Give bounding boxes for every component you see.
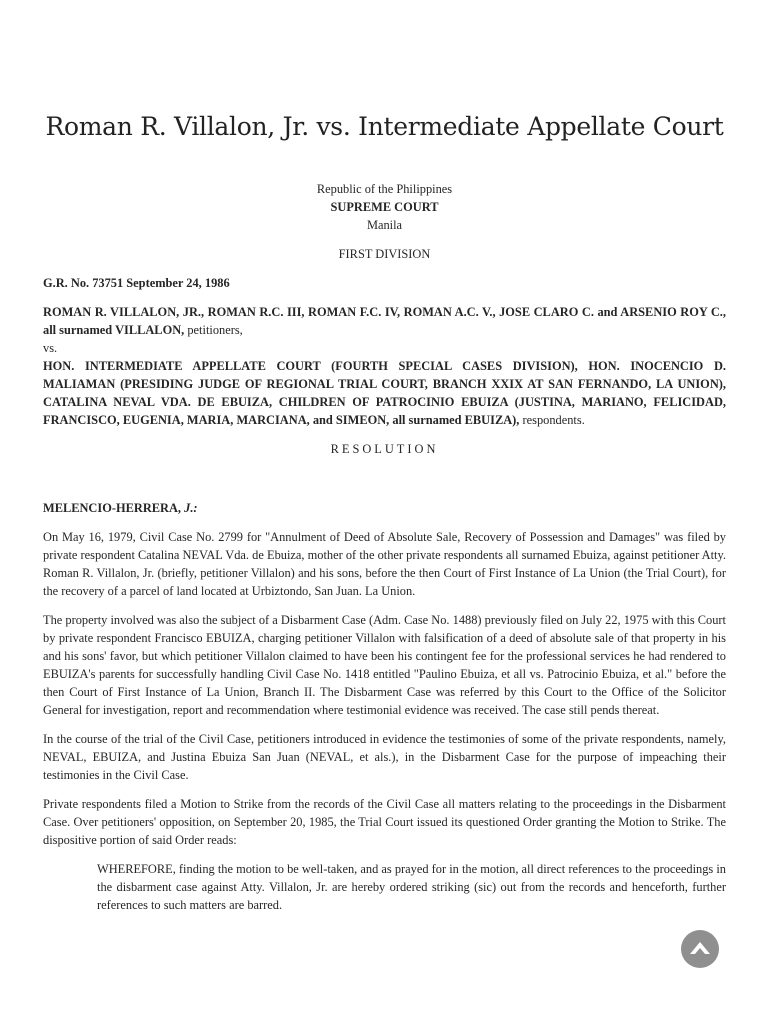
header-manila: Manila bbox=[366, 218, 403, 232]
header-supreme-court: SUPREME COURT bbox=[330, 200, 439, 214]
paragraph: Private respondents filed a Motion to Strike from the records of the Civil Case all matters relating to the proceedings in the Disbarment Case. Over petitioners' opposition, on September 20, 1985, the Trial Court issued its questioned Order granting the Motion to Strike. The dispositive portion of said Order reads: bbox=[43, 797, 726, 847]
petitioners-names: ROMAN R. VILLALON, JR., ROMAN R.C. III, ROMAN F.C. IV, ROMAN A.C. V., JOSE CLARO C. and ARSENIO ROY C., all surnamed VILLALON, bbox=[43, 305, 726, 337]
ponente-title: J.: bbox=[181, 501, 198, 515]
petitioners-label: petitioners, bbox=[184, 323, 243, 337]
header-republic: Republic of the Philippines bbox=[316, 182, 453, 196]
versus-label: vs. bbox=[43, 341, 58, 355]
ponente bbox=[43, 499, 726, 517]
gr-number: G.R. No. 73751 September 24, 1986 bbox=[43, 276, 230, 290]
paragraph: The property involved was also the subject of a Disbarment Case (Adm. Case No. 1488) previously filed on July 22, 1975 with this Court by private respondent Francisco EBUIZA, charging petitioner Villalon with falsification of a deed of absolute sale of that property in his and his sons' favor, but which petitioner Villalon claimed to have been his contingent fee for the professional services he had rendered to EBUIZA's parents for successfully handling Civil Case No. 1418 entitled "Paulino Ebuiza, et all vs. Patrocinio Ebuiza, et al." before the then Court of First Instance of La Union, Branch II. The Disbarment Case was referred by this Court to the Office of the Solicitor General for investigation, report and recommendation where testimonial evidence was received. The case still pends thereat. bbox=[43, 613, 726, 717]
scroll-to-top-button[interactable] bbox=[681, 930, 719, 968]
court-header bbox=[43, 180, 726, 234]
respondents-names: HON. INTERMEDIATE APPELLATE COURT (FOURTH SPECIAL CASES DIVISION), HON. INOCENCIO D. MALIAMAN (PRESIDING JUDGE OF REGIONAL TRIAL COURT, BRANCH XXIX AT SAN FERNANDO, LA UNION), CATALINA NEVAL VDA. DE EBUIZA, CHILDREN OF PATROCINIO EBUIZA (JUSTINA, MARIANO, FELICIDAD, FRANCISCO, EUGENIA, MARIA, MARCIANA, and SIMEON, all surnamed EBUIZA), bbox=[43, 359, 726, 427]
paragraph: On May 16, 1979, Civil Case No. 2799 for "Annulment of Deed of Absolute Sale, Recovery of Possession and Damages" was filed by private respondent Catalina NEVAL Vda. de Ebuiza, mother of the other private respondents all surnamed Ebuiza, against petitioner Atty. Roman R. Villalon, Jr. (briefly, petitioner Villalon) and his sons, before the then Court of First Instance of La Union (the Trial Court), for the recovery of a parcel of land located at Urbiztondo, San Juan. La Union. bbox=[43, 530, 726, 598]
chevron-up-icon bbox=[681, 930, 719, 968]
respondents-label: respondents. bbox=[519, 413, 585, 427]
document-title: Roman R. Villalon, Jr. vs. Intermediate Appellate Court bbox=[45, 112, 724, 141]
petitioners bbox=[43, 303, 726, 339]
document-body bbox=[43, 180, 726, 914]
parties-block bbox=[43, 303, 726, 429]
blockquote-dispositive: WHEREFORE, finding the motion to be well-taken, and as prayed for in the motion, all direct references to the proceedings in the disbarment case against Atty. Villalon, Jr. are hereby ordered striking (sic) out from the records and henceforth, further references to such matters are barred. bbox=[97, 862, 726, 912]
respondents bbox=[43, 357, 726, 429]
division-label: FIRST DIVISION bbox=[338, 247, 431, 261]
ponente-name: MELENCIO-HERRERA, bbox=[43, 501, 182, 515]
resolution-heading: RESOLUTION bbox=[330, 442, 439, 456]
paragraph: In the course of the trial of the Civil Case, petitioners introduced in evidence the testimonies of some of the private respondents, namely, NEVAL, EBUIZA, and Justina Ebuiza San Juan (NEVAL, et als.), in the Disbarment Case for the purpose of impeaching their testimonies in the Civil Case. bbox=[43, 732, 726, 782]
